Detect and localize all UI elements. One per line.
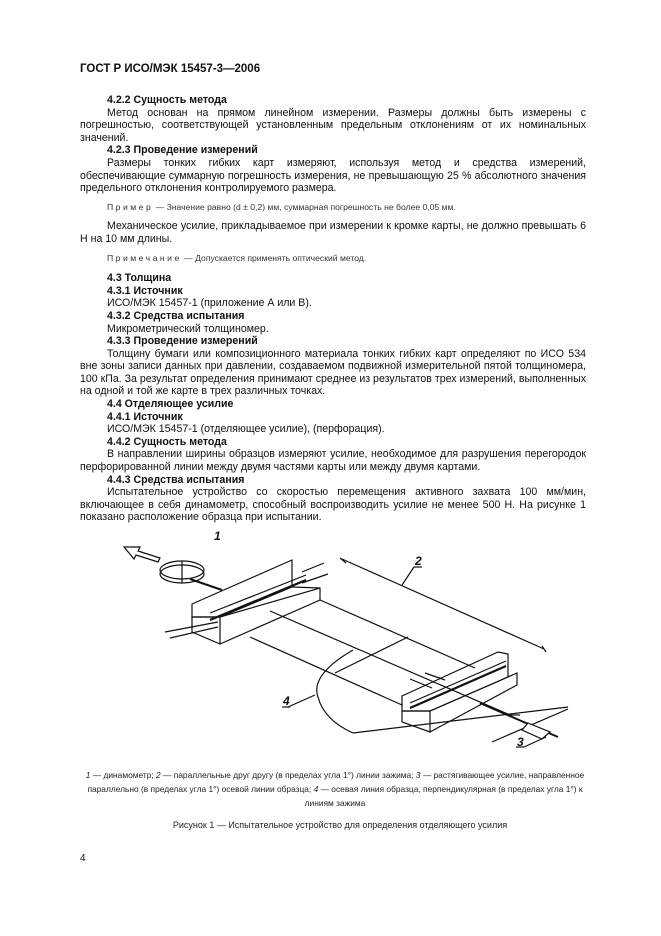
section-heading: 4.3.2 Средства испытания	[107, 309, 245, 322]
pull-arrow-left	[124, 547, 160, 562]
page-number: 4	[80, 853, 86, 864]
figure-title: Рисунок 1 — Испытательное устройство для определения отделяющего усилия	[172, 820, 508, 830]
figure-label-4: 4	[283, 694, 290, 708]
paragraph: Испытательное устройство со скоростью перемещения активного захвата 100 мм/мин, включающее в себя динамометр, способный воспроизводить усилие не менее 500 Н. На рисунке 1 показано расположение образца при испытании.	[80, 486, 586, 524]
dynamometer-icon	[160, 561, 222, 590]
paragraph: Метод основан на прямом линейном измерении. Размеры должны быть измерены с погрешностью, соответствующей установленным предельным отклонениям от их номинальных значений.	[80, 106, 586, 144]
example	[80, 201, 586, 214]
legend-num: 1	[85, 770, 91, 780]
section-heading: 4.2.2 Сущность метода	[107, 94, 227, 106]
test-device-figure	[110, 525, 580, 755]
legend-text: — растягивающее усилие, направленное параллельно (в пределах угла 1°) осевой линии образца;	[87, 770, 585, 794]
figure-label-3: 3	[517, 735, 524, 749]
legend-num: 4	[313, 784, 319, 794]
legend-text: — осевая линия образца, перпендикулярная (в пределах угла 1°) к линиям зажима	[304, 784, 583, 808]
paragraph: В направлении ширины образцов измеряют усилие, необходимое для разрушения перегородок перфорированной линии между двумя частями карты или между двумя картами.	[80, 448, 586, 474]
figure-label-2: 2	[415, 554, 422, 568]
figure-legend	[85, 768, 585, 810]
paragraph: ИСО/МЭК 15457-1 (приложение А или В).	[107, 297, 312, 310]
section-heading: 4.3.3 Проведение измерений	[107, 335, 258, 348]
section-heading: 4.4.1 Источник	[107, 410, 183, 423]
section-heading: 4.2.3 Проведение измерений	[107, 144, 258, 157]
document-header: ГОСТ Р ИСО/МЭК 15457-3—2006	[80, 63, 261, 75]
paragraph: Размеры тонких гибких карт измеряют, используя метод и средства измерений, обеспечивающие суммарную погрешность измерения, не превышающую 25 % абсолютного значения предельного отклонения контролируемого размера.	[80, 156, 586, 195]
legend-text: — параллельные друг другу (в пределах угла 1°) линии зажима;	[160, 770, 416, 780]
section-heading: 4.4 Отделяющее усилие	[107, 398, 234, 411]
section-heading: 4.4.2 Сущность метода	[107, 435, 227, 448]
paragraph: Толщину бумаги или композиционного материала тонких гибких карт определяют по ИСО 534 вне зоны записи данных при давлении, создаваемом подвижной измерительной пятой толщиномера, 100 кПа. За результат определения принимают среднее из результатов трех измерений, выполненных на одной и той же карте в трех различных точках.	[80, 347, 586, 398]
body-text	[80, 94, 586, 524]
paragraph: Механическое усилие, прикладываемое при измерении к кромке карты, не должно превышать 6 Н на 10 мм длины.	[80, 220, 586, 245]
figure-label-1: 1	[214, 529, 221, 543]
axis-angle-arc	[282, 650, 353, 733]
note-label: Примечание	[107, 252, 182, 263]
section-heading: 4.3 Толщина	[107, 272, 172, 285]
section-heading: 4.3.1 Источник	[107, 284, 183, 297]
legend-num: 2	[156, 770, 161, 780]
left-clamp	[165, 560, 328, 644]
example-label: Пример	[107, 201, 154, 212]
legend-num: 3	[415, 770, 421, 780]
clamp-lines-dimension	[335, 558, 568, 742]
paragraph: Микрометрический толщиномер.	[107, 322, 269, 335]
section-heading: 4.4.3 Средства испытания	[107, 473, 245, 486]
paragraph: ИСО/МЭК 15457-1 (отделяющее усилие), (перфорация).	[107, 423, 385, 436]
note	[80, 252, 586, 265]
specimen-outline	[250, 600, 520, 715]
example-text: — Значение равно (d ± 0,2) мм, суммарная погрешность не более 0,05 мм.	[155, 201, 456, 212]
legend-text: — динамометр;	[90, 770, 157, 780]
note-text: — Допускается применять оптический метод.	[184, 252, 367, 263]
